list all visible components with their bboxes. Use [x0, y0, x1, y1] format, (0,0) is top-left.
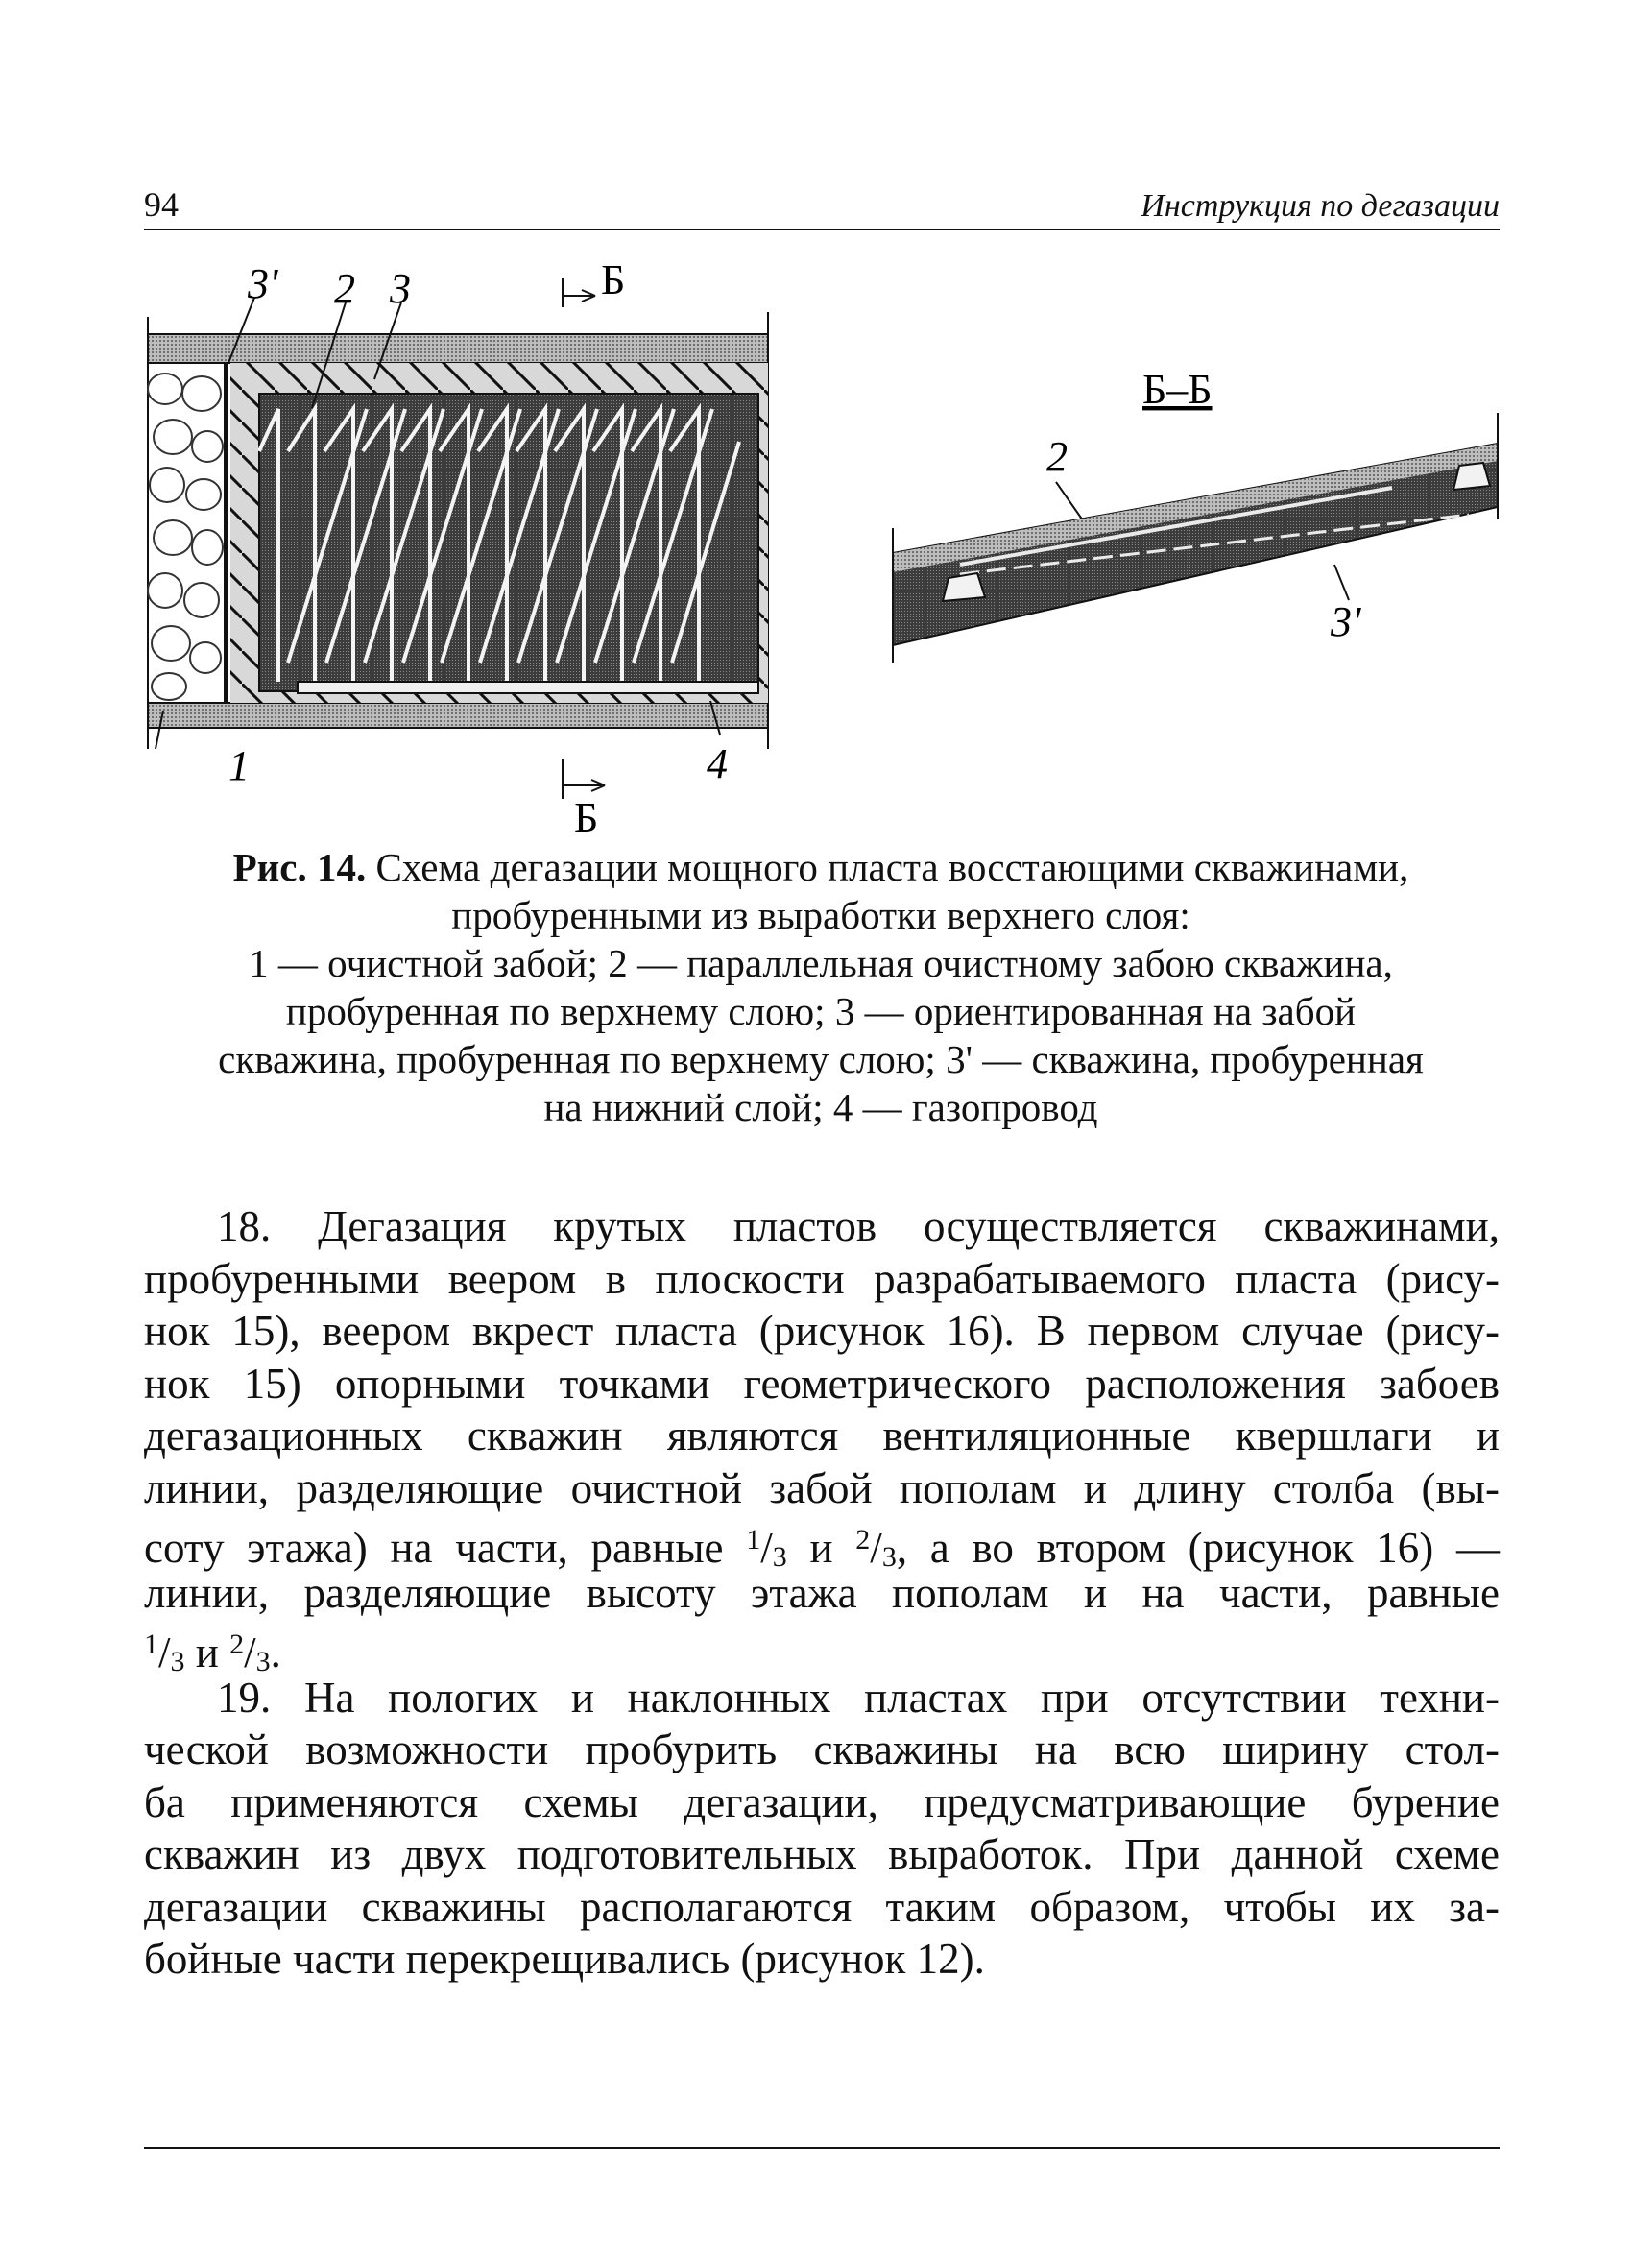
gas-pipeline [298, 682, 758, 693]
goaf-rock [148, 363, 225, 703]
p18-line-8: линии, разделяющие высоту этажа пополам и на части, равные [144, 1568, 1500, 1617]
p19-line-3: ба применяются схемы дегазации, предусматривающие бурение [144, 1777, 1500, 1826]
caption-line-3: 1 — очистной забой; 2 — параллельная очистному забою скважина, [249, 941, 1393, 985]
label-2-plan: 2 [334, 265, 355, 312]
figure-14 [144, 259, 1507, 835]
section-mark-top [563, 278, 595, 307]
footer-rule [144, 2147, 1500, 2149]
section-mark-bottom [563, 759, 605, 799]
frac-slash: / [760, 1524, 773, 1572]
body-text [144, 1200, 1500, 1986]
p19-line-2: ческой возможности пробурить скважины на всю ширину стол- [144, 1725, 1500, 1773]
label-3-plan: 3 [390, 265, 411, 312]
page-number: 94 [144, 185, 179, 224]
label-3prime-plan: 3' [248, 260, 278, 307]
p18-line-5: дегазационных скважин являются вентиляционные квершлаги и [144, 1411, 1500, 1460]
p18-line-9b: и [184, 1629, 230, 1677]
p19-line-1: 19. На пологих и наклонных пластах при отсутствии техни- [217, 1673, 1500, 1722]
running-title: Инструкция по дегазации [1141, 188, 1500, 224]
p18-line-7b: и [786, 1524, 856, 1572]
p18-line-9c: . [270, 1629, 281, 1677]
p18-line-7 [144, 1514, 1500, 1573]
frac-slash: / [158, 1629, 171, 1677]
caption-fig-number: Рис. 14. [232, 845, 367, 889]
frac-den: 3 [255, 1646, 271, 1677]
caption-line-6: на нижний слой; 4 — газопровод [543, 1085, 1098, 1129]
p18-line-3: нок 15), веером вкрест пласта (рисунок 16). В первом случае (рису- [144, 1307, 1500, 1355]
caption-line-1-text: Схема дегазации мощного пласта восстающими скважинами, [366, 845, 1409, 889]
section-title: Б–Б [1142, 366, 1213, 413]
label-1-plan: 1 [228, 742, 250, 789]
frac-den: 3 [170, 1646, 185, 1677]
bottom-drift [148, 703, 768, 728]
p19-line-5: дегазации скважины располагаются таким образом, чтобы их за- [144, 1882, 1500, 1931]
drift-lower-section [943, 573, 985, 601]
frac-num: 1 [144, 1629, 158, 1660]
frac-slash: / [870, 1524, 882, 1572]
p18-line-7c: , а во втором (рисунок 16) — [896, 1524, 1500, 1572]
caption-line-2: пробуренными из выработки верхнего слоя: [451, 893, 1190, 937]
section-label-bottom: Б [574, 794, 599, 835]
frac-den: 3 [881, 1541, 897, 1573]
section-label-top: Б [601, 259, 626, 303]
top-drift [148, 334, 768, 363]
label-2-section: 2 [1046, 433, 1068, 480]
p18-line-2: пробуренными веером в плоскости разрабатываемого пласта (рису- [144, 1254, 1500, 1303]
page-header [144, 171, 1500, 230]
drift-upper-section [1453, 463, 1490, 490]
p18-line-4: нок 15) опорными точками геометрического расположения забоев [144, 1359, 1500, 1408]
p18-line-9 [144, 1619, 1500, 1677]
frac-num: 1 [746, 1524, 761, 1556]
p18-line-1: 18. Дегазация крутых пластов осуществляется скважинами, [217, 1202, 1500, 1250]
p19-line-4: скважин из двух подготовительных выработок. При данной схеме [144, 1830, 1500, 1878]
caption-line-4: пробуренная по верхнему слою; 3 — ориентированная на забой [285, 989, 1357, 1033]
frac-slash: / [244, 1629, 256, 1677]
caption-line-5: скважина, пробуренная по верхнему слою; 3' — скважина, пробуренная [218, 1037, 1424, 1081]
p18-line-7a: соту этажа) на части, равные [144, 1524, 747, 1572]
p19-line-6: бойные части перекрещивались (рисунок 12). [144, 1935, 985, 1983]
frac-num: 2 [229, 1629, 245, 1660]
plan-view [148, 259, 768, 835]
caption-line-1 [134, 843, 1507, 891]
figure-caption [134, 843, 1507, 1131]
p18-line-6: линии, разделяющие очистной забой пополам и длину столба (вы- [144, 1463, 1500, 1512]
paragraph-18 [144, 1200, 1500, 1677]
paragraph-19 [144, 1672, 1500, 1986]
label-3prime-section: 3' [1331, 598, 1361, 645]
frac-num: 2 [855, 1524, 871, 1556]
frac-den: 3 [772, 1541, 787, 1573]
section-view [893, 366, 1498, 663]
label-4-plan: 4 [707, 740, 728, 787]
